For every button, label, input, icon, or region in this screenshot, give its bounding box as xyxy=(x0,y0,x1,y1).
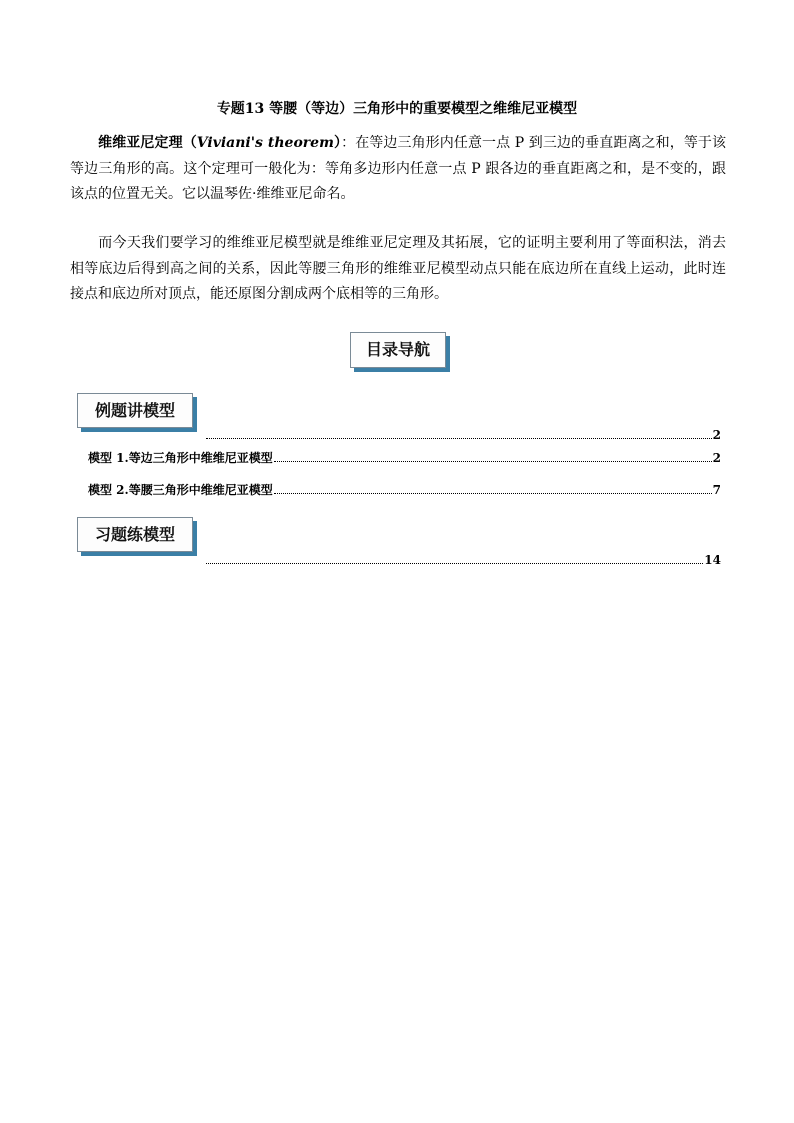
toc-leader-dots xyxy=(206,563,703,564)
toc-page-number: 7 xyxy=(712,483,721,497)
section-heading-examples: 例题讲模型 xyxy=(77,393,193,428)
toc-entry-label: 模型 2.等腰三角形中维维尼亚模型 xyxy=(88,483,273,497)
theorem-term-en: Viviani's theorem xyxy=(196,135,334,151)
paren-close: ） xyxy=(333,135,342,151)
model-paragraph-text: 而今天我们要学习的维维亚尼模型就是维维亚尼定理及其拓展，它的证明主要利用了等面积法，消去相等底边后得到高之间的关系，因此等腰三角形的维维亚尼模型动点只能在底边所在直线上运动，此时连接点和底边所对顶点，能还原图分割成两个底相等的三角形。 xyxy=(70,235,726,302)
page-title: 专题13 等腰（等边）三角形中的重要模型之维维尼亚模型 xyxy=(216,101,578,117)
toc-leader-dots xyxy=(206,438,712,439)
toc-page-number: 14 xyxy=(704,553,721,567)
theorem-term: 维维亚尼定理 xyxy=(98,135,183,151)
toc-entry-exercises[interactable] xyxy=(205,553,721,567)
toc-nav-heading: 目录导航 xyxy=(350,332,446,368)
toc-entry-label: 模型 1.等边三角形中维维尼亚模型 xyxy=(88,451,273,465)
paren-open: （ xyxy=(182,135,197,151)
toc-entry-model-2[interactable] xyxy=(88,483,721,497)
model-paragraph xyxy=(70,231,726,308)
toc-leader-dots xyxy=(274,461,712,462)
intro-text: ：在等边三角形内任意一点 P 到三边的垂直距离之和，等于该等边三角形的高。这个定理可一般化为：等角多边形内任意一点 P 跟各边的垂直距离之和，是不变的，跟该点的位置无关。它以温琴佐·维维亚尼命名。 xyxy=(70,135,727,202)
toc-entry-model-1[interactable] xyxy=(88,451,721,465)
toc-leader-dots xyxy=(274,493,712,494)
section-heading-exercises: 习题练模型 xyxy=(77,517,193,552)
toc-entry-examples[interactable] xyxy=(205,428,721,442)
intro-paragraph xyxy=(70,131,726,208)
toc-page-number: 2 xyxy=(712,451,721,465)
toc-page-number: 2 xyxy=(712,428,721,442)
